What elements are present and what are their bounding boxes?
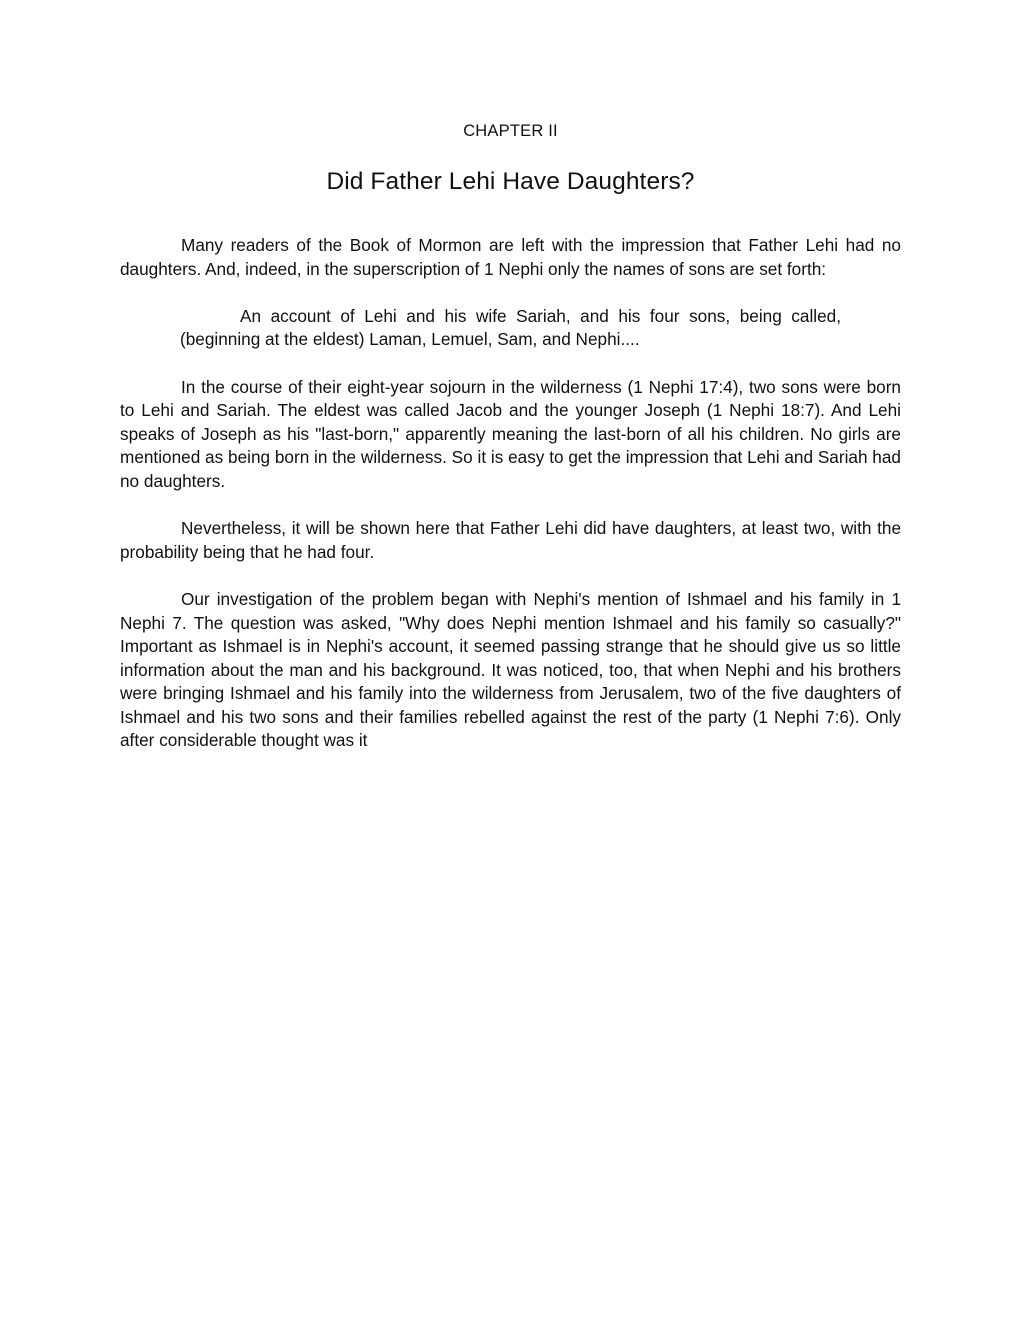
paragraph-investigation: Our investigation of the problem began with Nephi's mention of Ishmael and his family in 1 Nephi 7. The question was asked, "Why does Nephi mention Ishmael and his family so casually?" Important as Ishmael is in Nephi's account, it seemed passing strange that he should give us so little information about the man and his background. It was noticed, too, that when Nephi and his brothers were bringing Ishmael and his family into the wilderness from Jerusalem, two of the five daughters of Ishmael and his two sons and their families rebelled against the rest of the party (1 Nephi 7:6). Only after considerable thought was it (120, 588, 901, 751)
block-quote: An account of Lehi and his wife Sariah, and his four sons, being called, (beginning at the eldest) Laman, Lemuel, Sam, and Nephi.... (180, 305, 841, 350)
chapter-label: CHAPTER II (463, 122, 558, 140)
paragraph-thesis: Nevertheless, it will be shown here that Father Lehi did have daughters, at least two, with the probability being that he had four. (120, 518, 901, 562)
paragraph-intro: Many readers of the Book of Mormon are left with the impression that Father Lehi had no daughters. And, indeed, in the superscription of 1 Nephi only the names of sons are set forth: (120, 235, 901, 279)
paragraph-wilderness: In the course of their eight-year sojourn in the wilderness (1 Nephi 17:4), two sons were born to Lehi and Sariah. The eldest was called Jacob and the younger Joseph (1 Nephi 18:7). And Lehi speaks of Joseph as his "last-born," apparently meaning the last-born of all his children. No girls are mentioned as being born in the wilderness. So it is easy to get the impression that Lehi and Sariah had no daughters. (120, 376, 901, 491)
document-body (120, 234, 901, 777)
chapter-title: Did Father Lehi Have Daughters? (326, 168, 695, 195)
